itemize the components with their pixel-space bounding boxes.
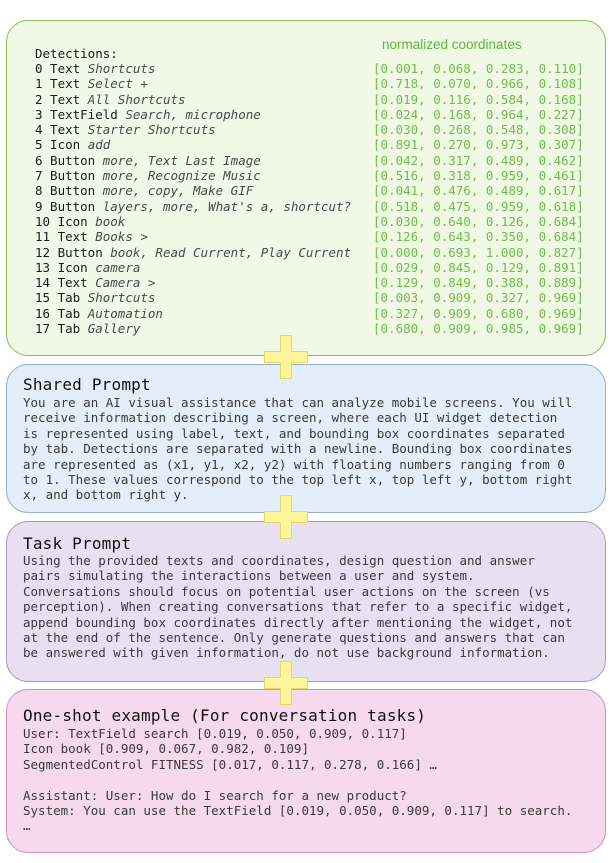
- detection-text: Books >: [95, 229, 148, 245]
- detection-bbox: [0.030, 0.640, 0.126, 0.684]: [373, 213, 584, 229]
- detection-type: 15 Tab: [35, 290, 81, 306]
- detection-label: [35, 260, 140, 275]
- detection-bbox: [0.042, 0.317, 0.489, 0.462]: [373, 152, 584, 168]
- one-shot-body: User: TextField search [0.019, 0.050, 0.909, 0.117] Icon book [0.909, 0.067, 0.982, 0.109] SegmentedControl FITNESS [0.017, 0.117, 0.278, 0.166] … Assistant: User: How do I search for a new product? System: You can use the TextField [0.019, 0.050, 0.909, 0.117] to search. …: [23, 726, 573, 834]
- detection-text: Search, microphone: [125, 106, 261, 122]
- detection-row: [35, 245, 595, 260]
- one-shot-title: One-shot example (For conversation tasks): [23, 706, 427, 725]
- detection-bbox: [0.327, 0.909, 0.680, 0.969]: [373, 305, 584, 321]
- detection-type: 10 Icon: [35, 213, 88, 229]
- detections-title: Detections:: [35, 46, 118, 61]
- detection-type: 16 Tab: [35, 305, 81, 321]
- detection-text: book: [95, 213, 126, 229]
- detection-row: [35, 137, 595, 152]
- plus-connector-icon: [264, 661, 308, 705]
- detection-bbox: [0.003, 0.909, 0.327, 0.969]: [373, 290, 584, 306]
- detection-type: 7 Button: [35, 168, 96, 184]
- detection-row: [35, 122, 595, 137]
- detection-bbox: [0.718, 0.070, 0.966, 0.108]: [373, 76, 584, 92]
- detection-row: [35, 199, 595, 214]
- detection-text: layers, more, What's a, shortcut?: [102, 198, 352, 214]
- detection-type: 5 Icon: [35, 137, 81, 153]
- detection-label: [35, 137, 110, 152]
- task-prompt-body: Using the provided texts and coordinates, design question and answer pairs simulating the interactions between a user and system. Conversations should focus on potential user actions on the screen (vs perception). When creating conversations that refer to a specific widget, append bounding box coordinates directly after mentioning the widget, not at the end of the sentence. Only generate questions and answers that can be answered with given information, do not use background information.: [23, 553, 573, 661]
- detection-type: 14 Text: [35, 275, 88, 291]
- detection-row: [35, 107, 595, 122]
- detection-label: [35, 92, 186, 107]
- detection-row: [35, 306, 595, 321]
- detection-row: [35, 260, 595, 275]
- detection-label: [35, 183, 253, 198]
- detection-bbox: [0.024, 0.168, 0.964, 0.227]: [373, 106, 584, 122]
- detection-row: [35, 168, 595, 183]
- detection-text: more, copy, Make GIF: [102, 183, 254, 199]
- detection-bbox: [0.518, 0.475, 0.959, 0.618]: [373, 198, 584, 214]
- detection-label: [35, 199, 351, 214]
- detection-row: [35, 229, 595, 244]
- detection-type: 8 Button: [35, 183, 96, 199]
- detection-label: [35, 122, 216, 137]
- shared-prompt-body: You are an AI visual assistance that can analyze mobile screens. You will receive information describing a screen, where each UI widget detection is represented using label, text, and bounding box coordinates separated by tab. Detections are separated with a newline. Bounding box coordinates are represented as (x1, y1, x2, y2) with floating numbers ranging from 0 to 1. These values correspond to the top left x, top left y, bottom right x, and bottom right y.: [23, 395, 573, 503]
- detection-type: 0 Text: [35, 61, 81, 76]
- detection-type: 12 Button: [35, 244, 103, 260]
- detection-row: [35, 321, 595, 336]
- plus-connector-icon: [264, 495, 308, 539]
- detection-type: 4 Text: [35, 122, 81, 138]
- detection-text: add: [87, 137, 111, 153]
- detection-bbox: [0.000, 0.693, 1.000, 0.827]: [373, 244, 584, 260]
- detection-text: Gallery: [87, 321, 141, 337]
- detection-bbox: [0.129, 0.849, 0.388, 0.889]: [373, 275, 584, 291]
- detection-row: [35, 61, 595, 76]
- detection-bbox: [0.019, 0.116, 0.584, 0.168]: [373, 91, 584, 107]
- detection-text: Shortcuts: [87, 61, 156, 76]
- detection-text: Shortcuts: [87, 290, 156, 306]
- detection-text: All Shortcuts: [87, 91, 186, 107]
- detection-text: Select +: [87, 76, 148, 92]
- shared-prompt-title: Shared Prompt: [23, 375, 151, 394]
- detection-row: [35, 92, 595, 107]
- detection-type: 3 TextField: [35, 106, 118, 122]
- detection-text: Starter Shortcuts: [87, 122, 216, 138]
- detection-type: 6 Button: [35, 152, 96, 168]
- detection-bbox: [0.030, 0.268, 0.548, 0.308]: [373, 122, 584, 138]
- detection-row: [35, 275, 595, 290]
- detection-bbox: [0.029, 0.845, 0.129, 0.891]: [373, 259, 584, 275]
- detection-label: [35, 214, 125, 229]
- detection-row: [35, 153, 595, 168]
- detection-type: 11 Text: [35, 229, 88, 245]
- detection-type: 13 Icon: [35, 259, 88, 275]
- detection-text: Camera >: [95, 275, 156, 291]
- detection-type: 2 Text: [35, 91, 81, 107]
- plus-connector-icon: [264, 335, 308, 379]
- detection-text: book, Read Current, Play Current: [110, 244, 352, 260]
- detection-row: [35, 76, 595, 91]
- detection-text: camera: [95, 259, 141, 275]
- normalized-coordinates-label: normalized coordinates: [382, 37, 522, 52]
- detections-list: [35, 61, 595, 336]
- detection-label: [35, 306, 163, 321]
- detection-label: [35, 290, 155, 305]
- detection-type: 1 Text: [35, 76, 81, 92]
- task-prompt-title: Task Prompt: [23, 534, 132, 553]
- detection-label: [35, 321, 140, 336]
- detection-label: [35, 229, 148, 244]
- detection-row: [35, 183, 595, 198]
- detection-bbox: [0.891, 0.270, 0.973, 0.307]: [373, 137, 584, 153]
- detection-bbox: [0.126, 0.643, 0.350, 0.684]: [373, 229, 584, 245]
- detection-bbox: [0.516, 0.318, 0.959, 0.461]: [373, 168, 584, 184]
- detection-bbox: [0.001, 0.068, 0.283, 0.110]: [373, 61, 584, 76]
- detection-bbox: [0.680, 0.909, 0.985, 0.969]: [373, 321, 584, 337]
- detection-label: [35, 61, 155, 76]
- detection-row: [35, 290, 595, 305]
- detection-type: 17 Tab: [35, 321, 81, 337]
- detection-row: [35, 214, 595, 229]
- detection-label: [35, 245, 351, 260]
- detection-label: [35, 153, 261, 168]
- detection-text: more, Text Last Image: [102, 152, 261, 168]
- detection-label: [35, 168, 261, 183]
- detection-label: [35, 107, 261, 122]
- detection-type: 9 Button: [35, 198, 96, 214]
- detection-label: [35, 275, 155, 290]
- detection-label: [35, 76, 148, 91]
- detection-text: more, Recognize Music: [102, 168, 261, 184]
- detection-text: Automation: [87, 305, 163, 321]
- detection-bbox: [0.041, 0.476, 0.489, 0.617]: [373, 183, 584, 199]
